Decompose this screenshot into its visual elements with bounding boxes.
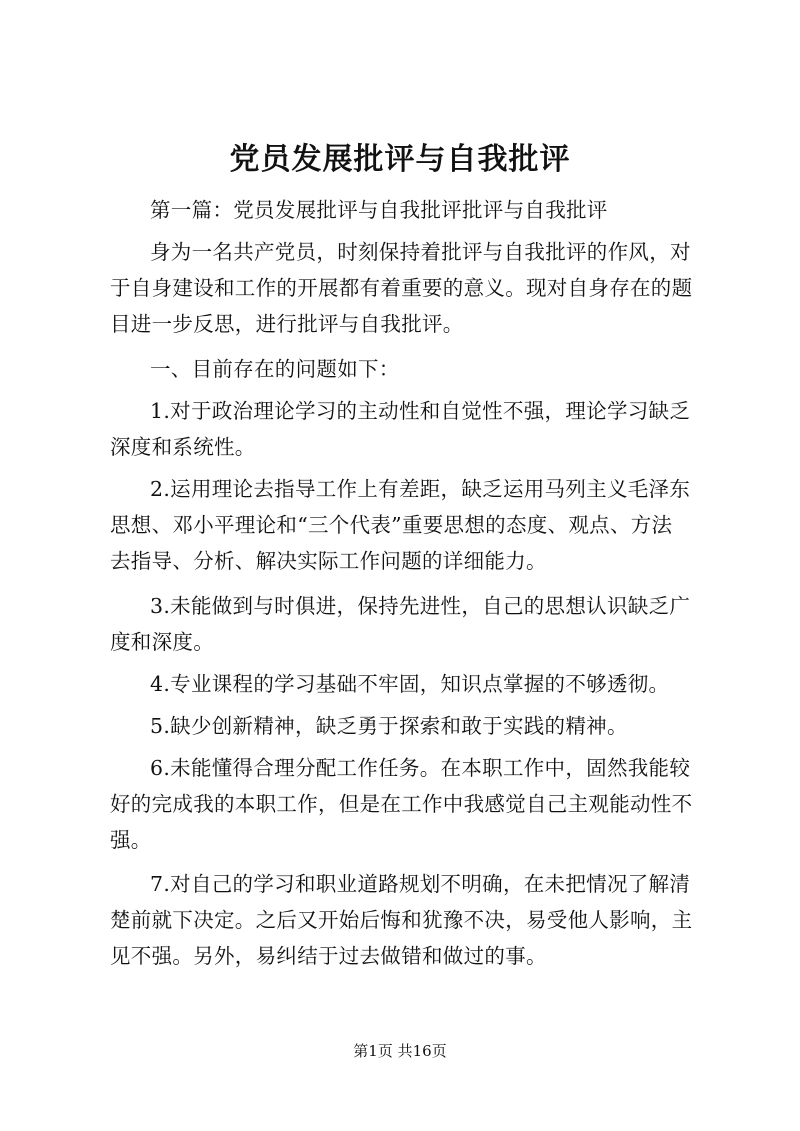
list-item-line: 5.缺少创新精神，缺乏勇于探索和敢于实践的精神。 (150, 714, 628, 738)
list-item-line: 3.未能做到与时俱进，保持先进性，自己的思想认识缺乏广 (150, 594, 691, 618)
list-item-line: 强。 (110, 828, 152, 852)
page-number-footer: 第1页 共16页 (353, 1042, 447, 1060)
document-title: 党员发展批评与自我批评 (229, 142, 571, 177)
list-item-line: 楚前就下决定。之后又开始后悔和犹豫不决，易受他人影响，主 (110, 908, 693, 932)
list-item-line: 见不强。另外，易纠结于过去做错和做过的事。 (110, 944, 547, 968)
paragraph-line: 目进一步反思，进行批评与自我批评。 (110, 312, 464, 336)
list-item-line: 度和深度。 (110, 630, 214, 654)
paragraph-line: 于自身建设和工作的开展都有着重要的意义。现对自身存在的题 (110, 276, 693, 300)
paragraph-line: 身为一名共产党员，时刻保持着批评与自我批评的作风，对 (150, 240, 691, 264)
list-item-line: 1.对于政治理论学习的主动性和自觉性不强，理论学习缺乏 (150, 399, 691, 423)
list-item-line: 6.未能懂得合理分配工作任务。在本职工作中，固然我能较 (150, 756, 691, 780)
list-item-line: 4.专业课程的学习基础不牢固，知识点掌握的不够透彻。 (150, 672, 670, 696)
list-heading: 一、目前存在的问题如下： (150, 357, 400, 381)
list-item-line: 7.对自己的学习和职业道路规划不明确，在未把情况了解清 (150, 872, 691, 896)
list-item-line: 深度和系统性。 (110, 435, 256, 459)
list-item-line: 去指导、分析、解决实际工作问题的详细能力。 (110, 549, 547, 573)
section-heading: 第一篇：党员发展批评与自我批评批评与自我批评 (150, 198, 608, 222)
list-item-line: 好的完成我的本职工作，但是在工作中我感觉自己主观能动性不 (110, 792, 693, 816)
list-item-line: 2.运用理论去指导工作上有差距，缺乏运用马列主义毛泽东 (150, 477, 691, 501)
list-item-line: 思想、邓小平理论和“三个代表”重要思想的态度、观点、方法 (110, 513, 673, 537)
